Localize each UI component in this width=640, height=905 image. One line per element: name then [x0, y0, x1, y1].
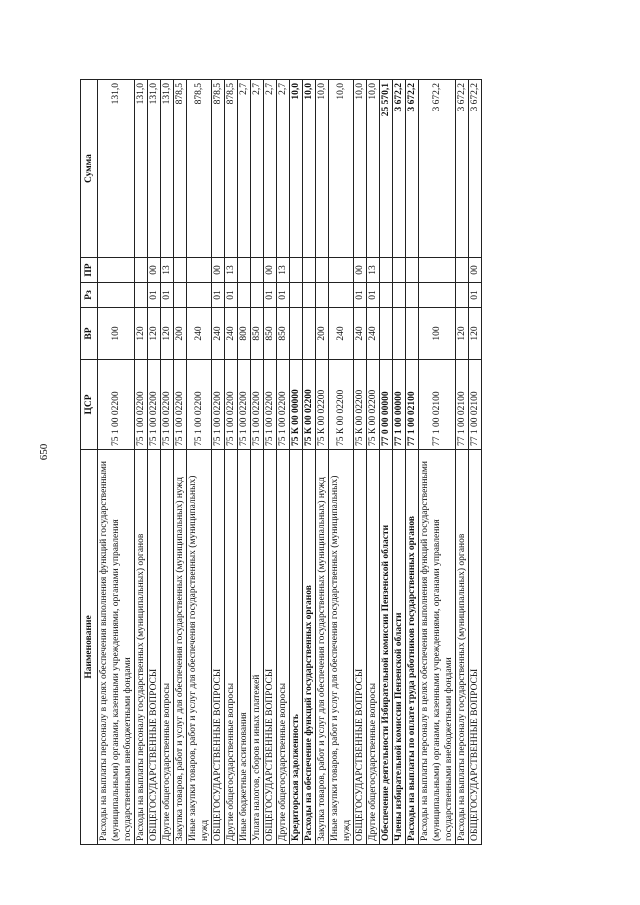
cell-rz: 01 [264, 283, 277, 308]
cell-name: ОБЩЕГОСУДАРСТВЕННЫЕ ВОПРОСЫ [264, 450, 277, 845]
cell-vr: 120 [456, 308, 469, 360]
table-body [98, 80, 482, 845]
cell-csr: 75 1 00 02200 [135, 360, 148, 450]
cell-pr: 13 [367, 258, 380, 283]
cell-vr: 850 [264, 308, 277, 360]
cell-sum: 131,0 [148, 80, 161, 258]
header-pr: ПР [81, 258, 98, 283]
cell-pr: 00 [469, 258, 482, 283]
cell-vr: 100 [98, 308, 135, 360]
cell-sum: 10,0 [329, 80, 354, 258]
cell-name: ОБЩЕГОСУДАРСТВЕННЫЕ ВОПРОСЫ [148, 450, 161, 845]
table-row [212, 80, 225, 845]
cell-rz [303, 283, 316, 308]
cell-pr: 00 [212, 258, 225, 283]
cell-vr [406, 308, 419, 360]
cell-pr [380, 258, 393, 283]
cell-csr: 77 1 00 00000 [393, 360, 406, 450]
cell-pr [251, 258, 264, 283]
cell-csr: 77 1 00 02100 [419, 360, 456, 450]
cell-sum: 3 672,2 [456, 80, 469, 258]
cell-sum: 3 672,2 [469, 80, 482, 258]
table-row [148, 80, 161, 845]
table-row [469, 80, 482, 845]
header-csr: ЦСР [81, 360, 98, 450]
cell-vr: 120 [135, 308, 148, 360]
cell-pr [98, 258, 135, 283]
cell-name: Кредиторская задолженность [290, 450, 303, 845]
cell-name: Обеспечение деятельности Избирательной комиссии Пензенской области [380, 450, 393, 845]
cell-sum: 10,0 [367, 80, 380, 258]
cell-rz [251, 283, 264, 308]
cell-sum: 10,0 [354, 80, 367, 258]
table-row [251, 80, 264, 845]
cell-csr: 75 1 00 02200 [161, 360, 174, 450]
cell-csr: 75 К 00 02200 [329, 360, 354, 450]
cell-csr: 75 1 00 02200 [148, 360, 161, 450]
header-rz: Рз [81, 283, 98, 308]
cell-vr: 240 [329, 308, 354, 360]
cell-pr [238, 258, 251, 283]
header-vr: ВР [81, 308, 98, 360]
cell-pr [406, 258, 419, 283]
cell-rz [419, 283, 456, 308]
table-row [456, 80, 469, 845]
cell-csr: 75 К 00 02200 [316, 360, 329, 450]
cell-name: ОБЩЕГОСУДАРСТВЕННЫЕ ВОПРОСЫ [354, 450, 367, 845]
cell-csr: 77 1 00 02100 [456, 360, 469, 450]
cell-sum: 878,5 [187, 80, 212, 258]
cell-vr: 240 [225, 308, 238, 360]
cell-rz: 01 [469, 283, 482, 308]
cell-sum: 878,5 [225, 80, 238, 258]
cell-name: Другие общегосударственные вопросы [277, 450, 290, 845]
cell-pr [174, 258, 187, 283]
table-row [354, 80, 367, 845]
cell-vr: 200 [174, 308, 187, 360]
table-row [174, 80, 187, 845]
budget-table [80, 79, 482, 845]
cell-vr: 240 [354, 308, 367, 360]
cell-pr [456, 258, 469, 283]
cell-name: Другие общегосударственные вопросы [161, 450, 174, 845]
cell-vr [303, 308, 316, 360]
cell-pr [303, 258, 316, 283]
table-row [98, 80, 135, 845]
cell-csr: 75 К 00 02200 [303, 360, 316, 450]
cell-csr: 75 1 00 02200 [98, 360, 135, 450]
cell-pr: 13 [225, 258, 238, 283]
cell-csr: 77 1 00 02100 [469, 360, 482, 450]
cell-vr: 240 [187, 308, 212, 360]
cell-sum: 2,7 [264, 80, 277, 258]
cell-sum: 3 672,2 [419, 80, 456, 258]
cell-rz [393, 283, 406, 308]
cell-name: Расходы на выплаты персоналу государственных (муниципальных) органов [456, 450, 469, 845]
cell-csr: 75 1 00 02200 [277, 360, 290, 450]
cell-rz: 01 [161, 283, 174, 308]
cell-name: Расходы на выплаты персоналу в целях обеспечения выполнения функций государственными (муниципальными) органами, казенными учреждениями, органами управления государственными внебюджетными фондами [419, 450, 456, 845]
cell-rz [98, 283, 135, 308]
cell-name: Расходы на выплаты персоналу в целях обеспечения выполнения функций государственными (муниципальными) органами, казенными учреждениями, органами управления государственными внебюджетными фондами [98, 450, 135, 845]
cell-name: Другие общегосударственные вопросы [367, 450, 380, 845]
cell-pr: 00 [354, 258, 367, 283]
cell-rz [316, 283, 329, 308]
cell-rz [380, 283, 393, 308]
cell-sum: 2,7 [238, 80, 251, 258]
cell-pr [316, 258, 329, 283]
table-row [380, 80, 393, 845]
cell-csr: 75 1 00 02200 [238, 360, 251, 450]
table-row [419, 80, 456, 845]
cell-rz: 01 [277, 283, 290, 308]
table-row [367, 80, 380, 845]
cell-vr [290, 308, 303, 360]
cell-rz [406, 283, 419, 308]
cell-name: Члены избирательной комиссии Пензенской области [393, 450, 406, 845]
cell-sum: 131,0 [98, 80, 135, 258]
cell-pr [393, 258, 406, 283]
cell-vr [380, 308, 393, 360]
cell-sum: 10,0 [290, 80, 303, 258]
table-header-row [81, 80, 98, 845]
cell-vr: 120 [161, 308, 174, 360]
cell-sum: 10,0 [316, 80, 329, 258]
table-row [135, 80, 148, 845]
cell-vr: 800 [238, 308, 251, 360]
cell-rz: 01 [148, 283, 161, 308]
cell-vr: 120 [148, 308, 161, 360]
cell-rz [174, 283, 187, 308]
cell-sum: 2,7 [251, 80, 264, 258]
cell-csr: 75 К 00 02200 [354, 360, 367, 450]
table-row [187, 80, 212, 845]
cell-rz [329, 283, 354, 308]
table-row [238, 80, 251, 845]
cell-vr: 240 [212, 308, 225, 360]
cell-sum: 3 672,2 [393, 80, 406, 258]
cell-csr: 75 1 00 02200 [225, 360, 238, 450]
cell-csr: 77 1 00 02100 [406, 360, 419, 450]
cell-vr [393, 308, 406, 360]
table-row [303, 80, 316, 845]
table-row [161, 80, 174, 845]
cell-name: ОБЩЕГОСУДАРСТВЕННЫЕ ВОПРОСЫ [212, 450, 225, 845]
table-row [264, 80, 277, 845]
cell-pr [329, 258, 354, 283]
cell-sum: 878,5 [174, 80, 187, 258]
cell-name: ОБЩЕГОСУДАРСТВЕННЫЕ ВОПРОСЫ [469, 450, 482, 845]
cell-name: Уплата налогов, сборов и иных платежей [251, 450, 264, 845]
cell-csr: 75 К 00 00000 [290, 360, 303, 450]
cell-vr: 200 [316, 308, 329, 360]
cell-rz: 01 [367, 283, 380, 308]
cell-sum: 131,0 [161, 80, 174, 258]
cell-pr [187, 258, 212, 283]
table-row [290, 80, 303, 845]
table-row [329, 80, 354, 845]
cell-vr: 240 [367, 308, 380, 360]
cell-name: Расходы на выплаты персоналу государственных (муниципальных) органов [135, 450, 148, 845]
cell-sum: 131,0 [135, 80, 148, 258]
cell-rz: 01 [354, 283, 367, 308]
cell-rz [135, 283, 148, 308]
cell-name: Расходы на выплаты по оплате труда работников государственных органов [406, 450, 419, 845]
rotated-table-container [80, 80, 640, 845]
cell-name: Другие общегосударственные вопросы [225, 450, 238, 845]
cell-csr: 75 1 00 02200 [264, 360, 277, 450]
cell-pr: 13 [161, 258, 174, 283]
table-row [225, 80, 238, 845]
cell-name: Иные закупки товаров, работ и услуг для обеспечения государственных (муниципальных) нужд [329, 450, 354, 845]
cell-vr: 100 [419, 308, 456, 360]
cell-sum: 2,7 [277, 80, 290, 258]
cell-vr: 120 [469, 308, 482, 360]
header-name: Наименование [81, 450, 98, 845]
cell-vr: 850 [277, 308, 290, 360]
cell-rz: 01 [212, 283, 225, 308]
cell-name: Иные бюджетные ассигнования [238, 450, 251, 845]
cell-csr: 75 1 00 02200 [187, 360, 212, 450]
table-row [406, 80, 419, 845]
cell-rz [187, 283, 212, 308]
cell-sum: 25 570,1 [380, 80, 393, 258]
cell-pr [135, 258, 148, 283]
table-row [277, 80, 290, 845]
cell-vr: 850 [251, 308, 264, 360]
cell-pr [419, 258, 456, 283]
cell-csr: 75 К 00 02200 [367, 360, 380, 450]
cell-name: Закупка товаров, работ и услуг для обеспечения государственных (муниципальных) нужд [316, 450, 329, 845]
cell-pr: 00 [148, 258, 161, 283]
cell-name: Расходы на обеспечение функций государственных органов [303, 450, 316, 845]
cell-rz [290, 283, 303, 308]
cell-sum: 10,0 [303, 80, 316, 258]
cell-name: Иные закупки товаров, работ и услуг для обеспечения государственных (муниципальных) нужд [187, 450, 212, 845]
cell-name: Закупка товаров, работ и услуг для обеспечения государственных (муниципальных) нужд [174, 450, 187, 845]
page-number: 650 [38, 443, 50, 461]
cell-csr: 75 1 00 02200 [212, 360, 225, 450]
cell-sum: 3 672,2 [406, 80, 419, 258]
cell-csr: 77 0 00 00000 [380, 360, 393, 450]
cell-rz [238, 283, 251, 308]
cell-csr: 75 1 00 02200 [174, 360, 187, 450]
table-row [316, 80, 329, 845]
cell-rz [456, 283, 469, 308]
header-sum: Сумма [81, 80, 98, 258]
cell-pr: 13 [277, 258, 290, 283]
cell-pr: 00 [264, 258, 277, 283]
cell-pr [290, 258, 303, 283]
table-row [393, 80, 406, 845]
cell-csr: 75 1 00 02200 [251, 360, 264, 450]
cell-sum: 878,5 [212, 80, 225, 258]
cell-rz: 01 [225, 283, 238, 308]
